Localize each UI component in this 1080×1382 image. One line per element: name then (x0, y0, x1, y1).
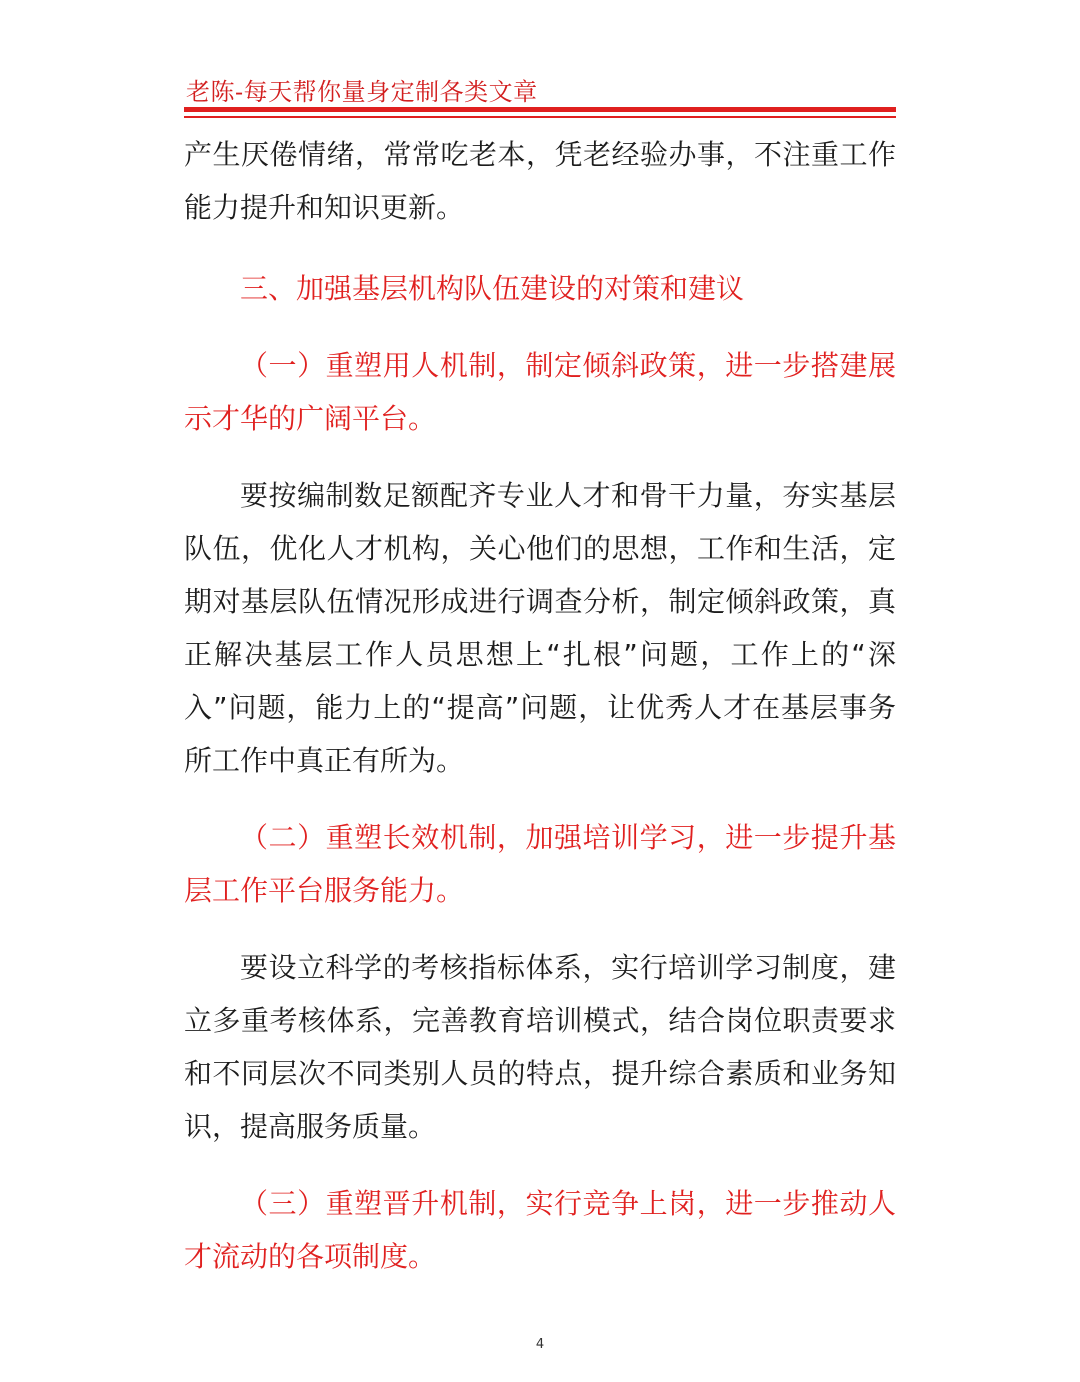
spacer (184, 234, 896, 262)
page-number: 4 (535, 1337, 545, 1352)
section-heading: 三、加强基层机构队伍建设的对策和建议 (240, 272, 745, 305)
spacer (184, 1153, 896, 1177)
header-divider-thick (184, 107, 896, 112)
subsection-2-body: 要设立科学的考核指标体系，实行培训学习制度，建立多重考核体系，完善教育培训模式，结合岗位职责要求和不同层次不同类别人员的特点，提升综合素质和业务知识，提高服务质量。 (184, 951, 896, 1143)
document-body (184, 128, 896, 1283)
spacer (184, 917, 896, 941)
continued-paragraph: 产生厌倦情绪，常常吃老本，凭老经验办事，不注重工作能力提升和知识更新。 (184, 138, 896, 224)
subsection-1-heading: （一）重塑用人机制，制定倾斜政策，进一步搭建展示才华的广阔平台。 (184, 349, 896, 435)
spacer (184, 787, 896, 811)
spacer (184, 445, 896, 469)
header-divider-thin (184, 116, 896, 118)
subsection-2-heading: （二）重塑长效机制，加强培训学习，进一步提升基层工作平台服务能力。 (184, 821, 896, 907)
spacer (184, 315, 896, 339)
subsection-3-heading: （三）重塑晋升机制，实行竞争上岗，进一步推动人才流动的各项制度。 (184, 1187, 896, 1273)
header-title: 老陈-每天帮你量身定制各类文章 (186, 78, 538, 106)
subsection-1-body: 要按编制数足额配齐专业人才和骨干力量，夯实基层队伍，优化人才机构，关心他们的思想，工作和生活，定期对基层队伍情况形成进行调查分析，制定倾斜政策，真正解决基层工作人员思想上“扎根”问题，工作上的“深入”问题，能力上的“提高”问题，让优秀人才在基层事务所工作中真正有所为。 (184, 479, 896, 777)
